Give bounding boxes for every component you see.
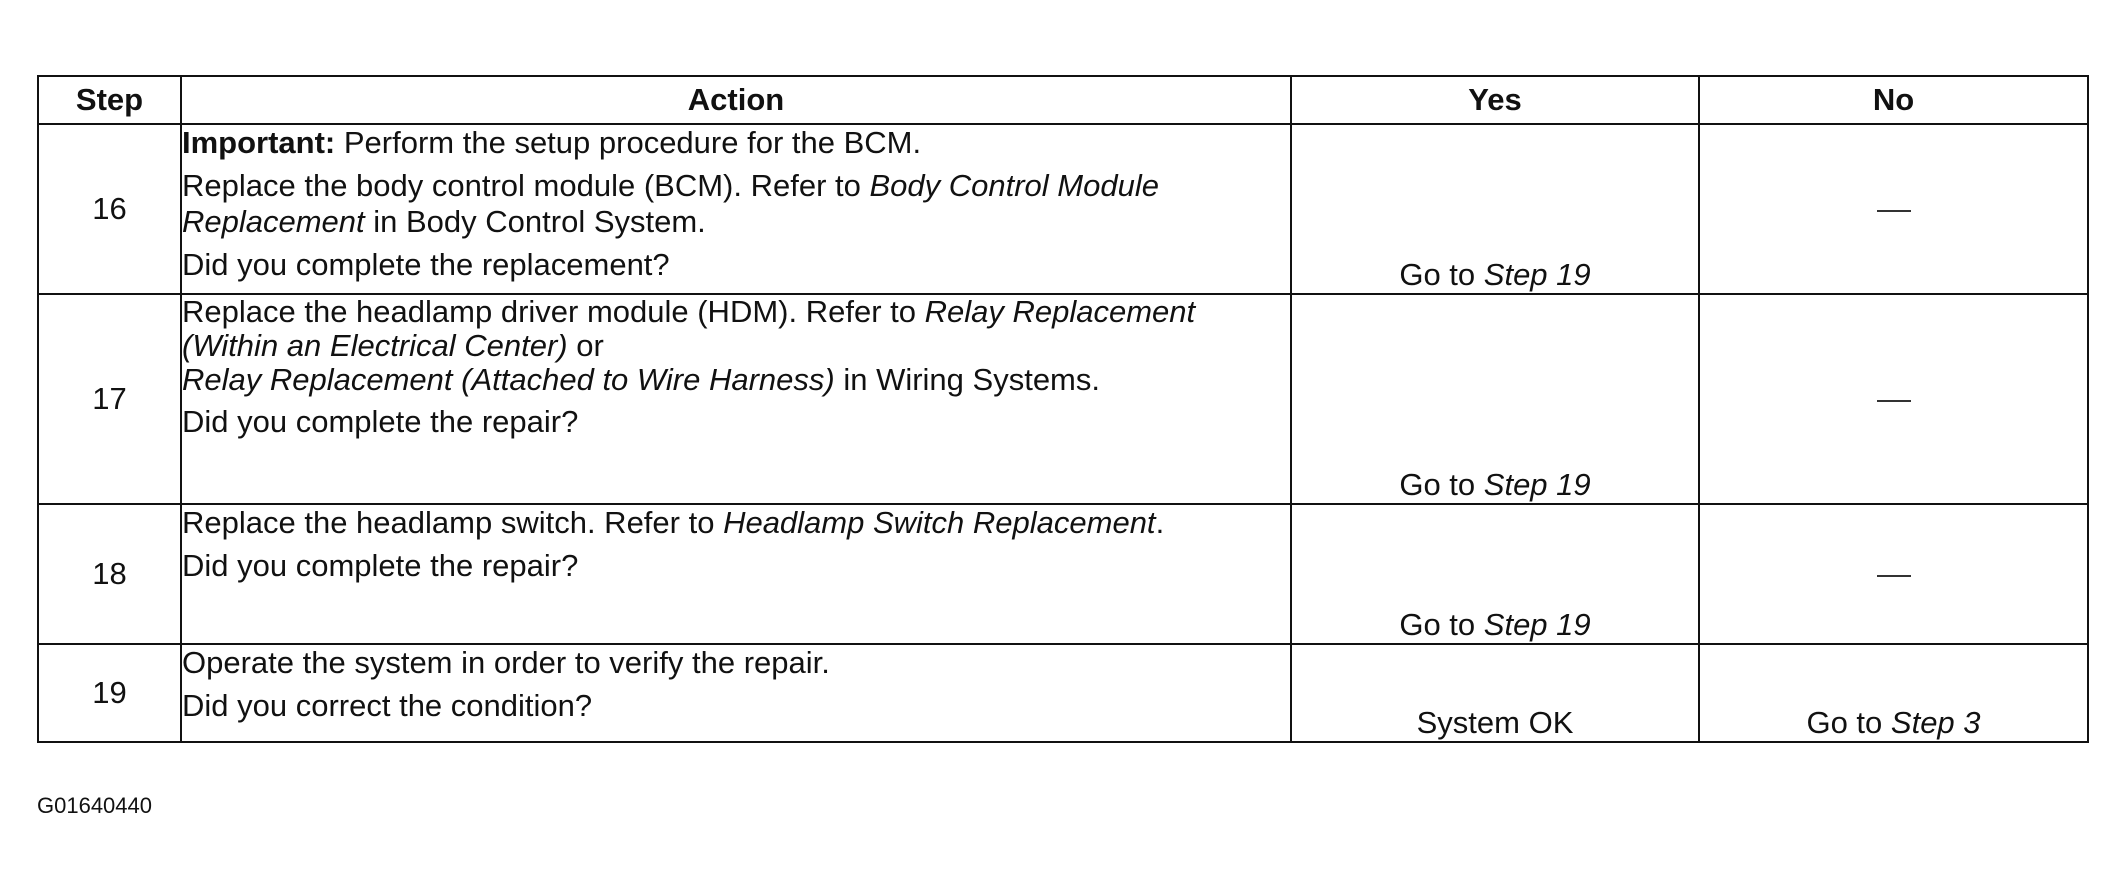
text-part: Replace the body control module (BCM). Refer to [182, 168, 870, 203]
figure-id: G01640440 [37, 793, 152, 818]
important-note [182, 125, 1290, 161]
step-reference: Step 19 [1483, 257, 1591, 292]
note-text: Perform the setup procedure for the BCM. [335, 125, 922, 160]
no-cell [1699, 644, 2088, 742]
table-header-row [38, 76, 2088, 124]
action-cell [181, 294, 1291, 504]
text-part: . [1155, 505, 1165, 540]
dash-mark [1877, 400, 1911, 402]
diagnostic-table [37, 75, 2089, 743]
reference-link: Relay Replacement (Within an Electrical Center) [182, 294, 1196, 363]
yes-cell [1291, 504, 1699, 644]
step-reference: Step 19 [1483, 467, 1591, 502]
no-cell [1699, 294, 2088, 504]
reference-link: Relay Replacement (Attached to Wire Harness) [182, 362, 835, 397]
text-part: Replace the headlamp switch. Refer to [182, 505, 724, 540]
reference-link: Headlamp Switch Replacement [723, 505, 1156, 540]
question-text: Did you complete the replacement? [182, 247, 670, 282]
header-action: Action [181, 76, 1291, 124]
yes-cell: System OK [1291, 644, 1699, 742]
header-no: No [1699, 76, 2088, 124]
action-cell [181, 504, 1291, 644]
text-part: or [567, 328, 604, 363]
action-cell [181, 644, 1291, 742]
yes-prefix: Go to [1399, 607, 1484, 642]
step-number: 18 [38, 504, 181, 644]
text-part: Replace the headlamp driver module (HDM). Refer to [182, 294, 925, 329]
dash-mark [1877, 210, 1911, 212]
step-reference: Step 3 [1890, 705, 1981, 740]
action-cell [181, 124, 1291, 294]
step-number: 17 [38, 294, 181, 504]
question-text: Did you complete the repair? [182, 404, 579, 439]
step-number: 16 [38, 124, 181, 294]
instruction-text [182, 505, 1290, 541]
table-row [38, 124, 2088, 294]
no-prefix: Go to [1806, 705, 1891, 740]
dash-mark [1877, 575, 1911, 577]
table-row [38, 644, 2088, 742]
header-yes: Yes [1291, 76, 1699, 124]
step-reference: Step 19 [1483, 607, 1591, 642]
instruction-text [182, 168, 1290, 240]
table-row [38, 294, 2088, 504]
yes-prefix: Go to [1399, 467, 1484, 502]
no-cell [1699, 504, 2088, 644]
yes-cell [1291, 294, 1699, 504]
important-label: Important: [182, 125, 336, 160]
yes-prefix: Go to [1399, 257, 1484, 292]
text-part: in Wiring Systems. [834, 362, 1100, 397]
text-part: in Body Control System. [364, 204, 706, 239]
instruction-text: Operate the system in order to verify the repair. [182, 645, 830, 680]
question-text: Did you complete the repair? [182, 548, 579, 583]
no-cell [1699, 124, 2088, 294]
table-row [38, 504, 2088, 644]
yes-cell [1291, 124, 1699, 294]
question-text: Did you correct the condition? [182, 688, 593, 723]
header-step: Step [38, 76, 181, 124]
step-number: 19 [38, 644, 181, 742]
reference-link: Body Control Module Replacement [182, 168, 1159, 239]
instruction-text [182, 295, 1290, 397]
